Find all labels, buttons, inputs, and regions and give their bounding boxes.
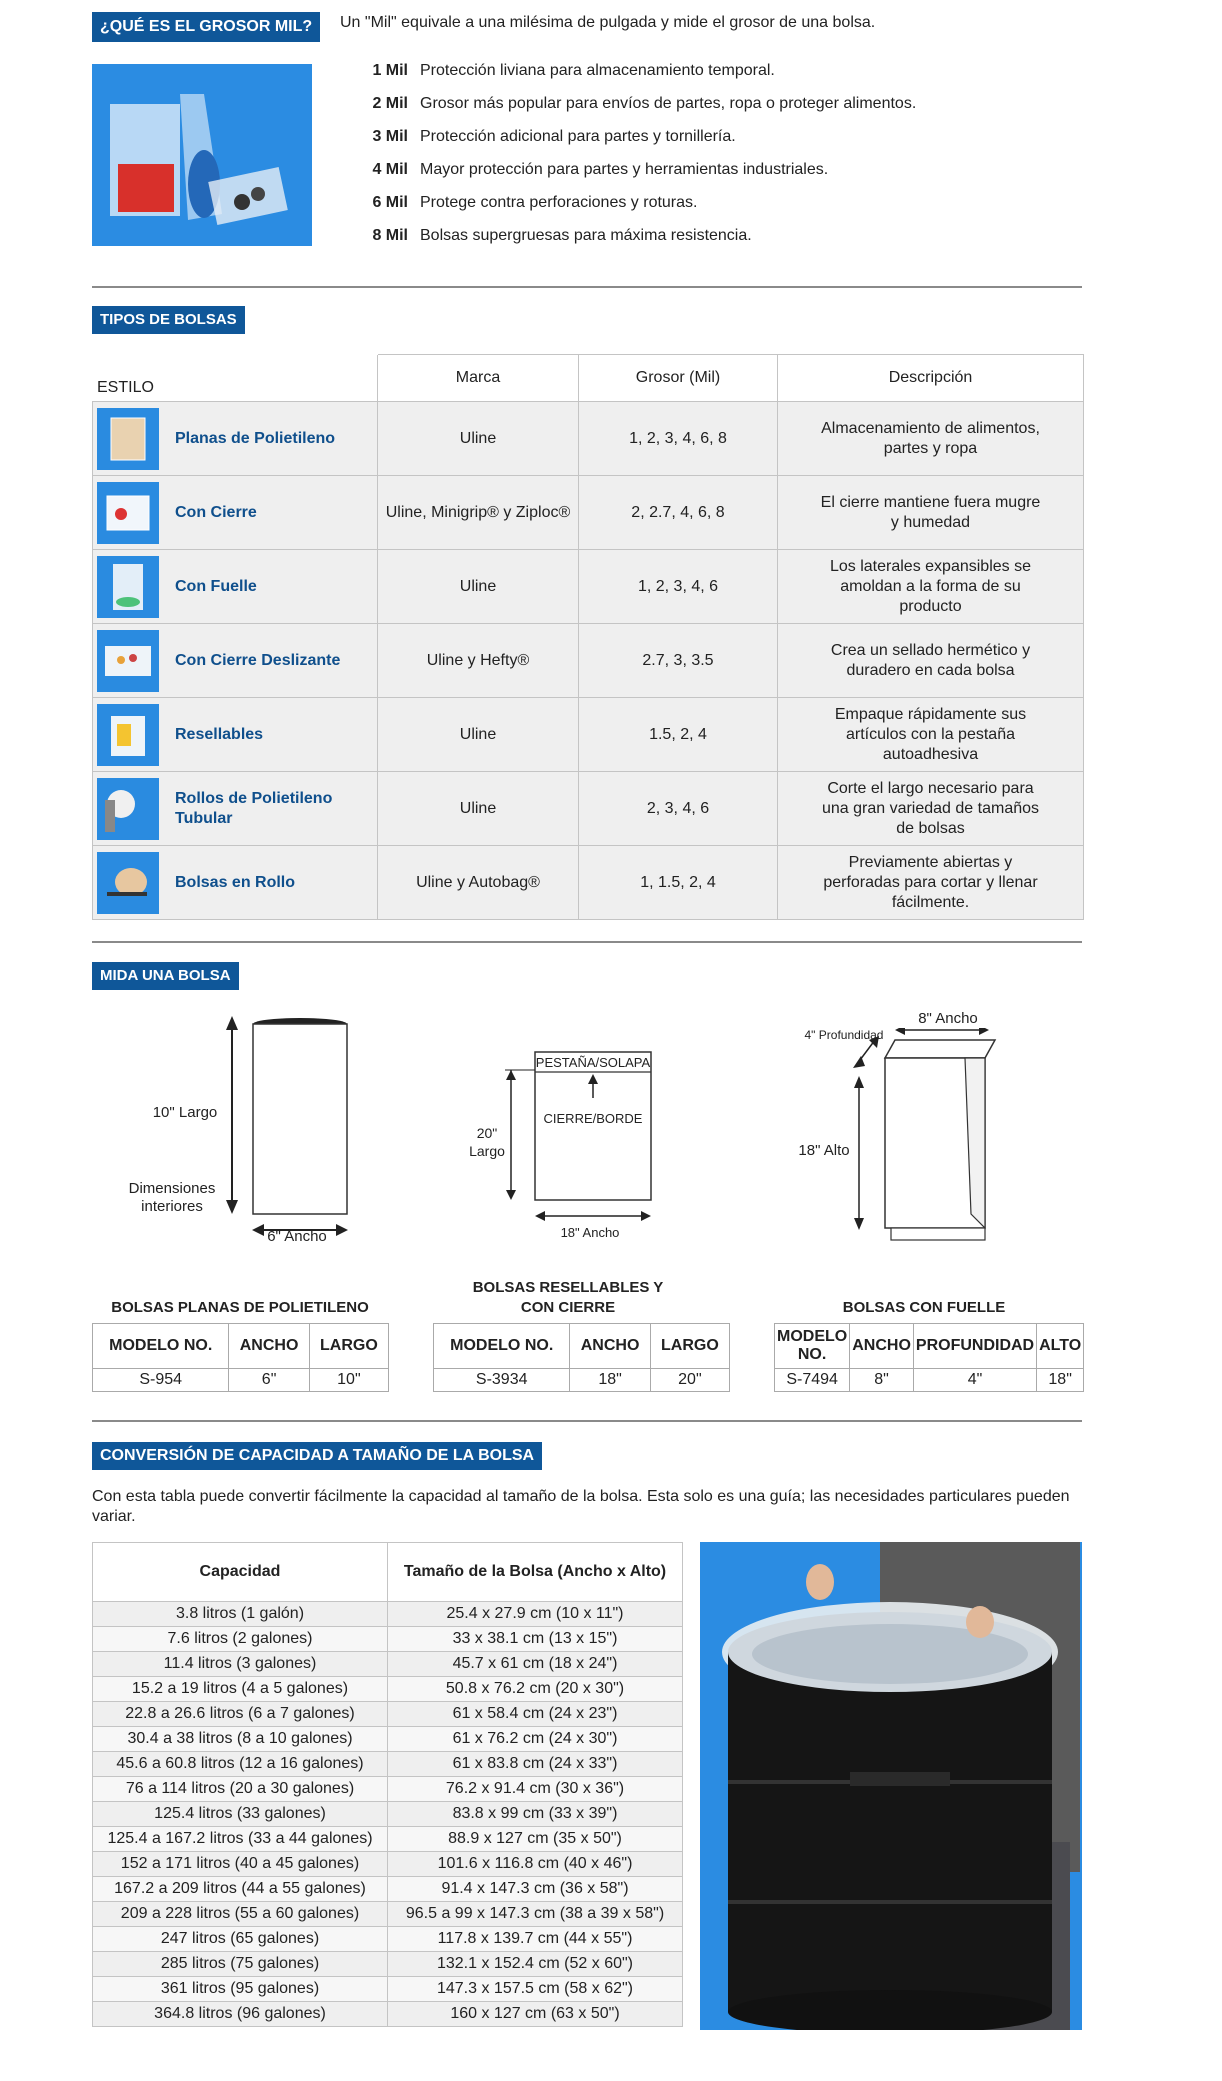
bag-type-row (93, 624, 1084, 698)
capacity-row (93, 1652, 683, 1677)
capacity-value: 76 a 114 litros (20 a 30 galones) (93, 1777, 388, 1802)
dims-cell: 10" (309, 1369, 388, 1392)
dims-header: PROFUNDIDAD (913, 1324, 1036, 1369)
gusset-title: BOLSAS CON FUELLE (842, 1299, 1006, 1316)
bag-type-description: Previamente abiertas y perforadas para cortar y llenar fácilmente. (778, 846, 1084, 920)
capacity-value: 167.2 a 209 litros (44 a 55 galones) (93, 1877, 388, 1902)
bag-size-value: 33 x 38.1 cm (13 x 15") (388, 1627, 683, 1652)
capacity-row (93, 1802, 683, 1827)
bag-size-value: 160 x 127 cm (63 x 50") (388, 2002, 683, 2027)
dims-cell: 6" (229, 1369, 309, 1392)
measure-section-header: MIDA UNA BOLSA (92, 962, 239, 990)
reseal-tab-label: PESTAÑA/SOLAPA (535, 1055, 651, 1070)
mil-row (340, 54, 775, 87)
mil-section-header: ¿QUÉ ES EL GROSOR MIL? (92, 12, 320, 42)
bag-type-description: Los laterales expansibles se amoldan a la forma de su producto (778, 550, 1084, 624)
capacity-value: 364.8 litros (96 galones) (93, 2002, 388, 2027)
bag-type-gauge: 2.7, 3, 3.5 (579, 624, 778, 698)
dims-header: LARGO (650, 1324, 729, 1369)
bag-type-brand: Uline (378, 550, 579, 624)
reseal-dims-table (433, 1323, 730, 1392)
capacity-value: 152 a 171 litros (40 a 45 galones) (93, 1852, 388, 1877)
bag-type-name: Resellables (175, 725, 264, 743)
mil-description: Bolsas supergruesas para máxima resistencia. (420, 227, 752, 244)
capacity-value: 15.2 a 19 litros (4 a 5 galones) (93, 1677, 388, 1702)
flat-bag-diagram (220, 1010, 370, 1242)
mil-value: 3 Mil (372, 128, 408, 145)
gusset-bag-diagram (835, 1028, 1005, 1254)
capacity-row (93, 1827, 683, 1852)
capacity-row (93, 1727, 683, 1752)
bag-thumbnail (97, 556, 159, 618)
capacity-row (93, 1877, 683, 1902)
bag-type-style (93, 624, 378, 698)
bag-type-gauge: 1, 2, 3, 4, 6, 8 (579, 402, 778, 476)
bag-type-row (93, 550, 1084, 624)
flat-title: BOLSAS PLANAS DE POLIETILENO (111, 1299, 369, 1316)
mil-value: 2 Mil (372, 95, 408, 112)
bag-type-brand: Uline (378, 772, 579, 846)
bag-type-name: Rollos de Polietileno Tubular (175, 789, 333, 827)
col-bag-size: Tamaño de la Bolsa (Ancho x Alto) (388, 1543, 683, 1602)
dims-cell: S-3934 (434, 1369, 570, 1392)
bag-size-value: 45.7 x 61 cm (18 x 24") (388, 1652, 683, 1677)
dims-header: MODELO NO. (93, 1324, 229, 1369)
gusset-height-label: 18" Alto (798, 1142, 850, 1159)
bag-type-description: El cierre mantiene fuera mugre y humedad (778, 476, 1084, 550)
capacity-value: 285 litros (75 galones) (93, 1952, 388, 1977)
reseal-closure-label: CIERRE/BORDE (543, 1111, 643, 1126)
capacity-value: 45.6 a 60.8 litros (12 a 16 galones) (93, 1752, 388, 1777)
bag-type-name: Bolsas en Rollo (175, 873, 296, 891)
capacity-value: 125.4 litros (33 galones) (93, 1802, 388, 1827)
dims-header: MODELO NO. (775, 1324, 850, 1369)
mil-value: 6 Mil (372, 194, 408, 211)
capacity-value: 7.6 litros (2 galones) (93, 1627, 388, 1652)
bag-type-description: Crea un sellado hermético y duradero en cada bolsa (778, 624, 1084, 698)
dims-cell: 4" (913, 1369, 1036, 1392)
divider-3 (92, 1420, 1082, 1422)
bag-type-row (93, 476, 1084, 550)
capacity-value: 361 litros (95 galones) (93, 1977, 388, 2002)
bag-type-row (93, 846, 1084, 920)
mil-intro: Un "Mil" equivale a una milésima de pulgada y mide el grosor de una bolsa. (340, 14, 876, 31)
dims-cell: 8" (850, 1369, 914, 1392)
capacity-value: 247 litros (65 galones) (93, 1927, 388, 1952)
capacity-section-header: CONVERSIÓN DE CAPACIDAD A TAMAÑO DE LA BOLSA (92, 1442, 542, 1470)
capacity-row (93, 2002, 683, 2027)
capacity-value: 22.8 a 26.6 litros (6 a 7 galones) (93, 1702, 388, 1727)
capacity-value: 3.8 litros (1 galón) (93, 1602, 388, 1627)
capacity-row (93, 1677, 683, 1702)
flat-width-label: 6" Ancho (267, 1228, 327, 1245)
bag-type-style (93, 476, 378, 550)
capacity-row (93, 1977, 683, 2002)
bag-size-value: 101.6 x 116.8 cm (40 x 46") (388, 1852, 683, 1877)
gusset-depth-label: 4" Profundidad (804, 1028, 884, 1042)
mil-description: Protege contra perforaciones y roturas. (420, 194, 698, 211)
dims-cell: S-954 (93, 1369, 229, 1392)
mil-description: Protección adicional para partes y tornillería. (420, 128, 736, 145)
mil-value: 1 Mil (372, 62, 408, 79)
reseal-width-label: 18" Ancho (560, 1225, 620, 1240)
col-desc: Descripción (778, 355, 1084, 402)
dims-header: ANCHO (570, 1324, 650, 1369)
bag-size-value: 91.4 x 147.3 cm (36 x 58") (388, 1877, 683, 1902)
dims-cell: 18" (570, 1369, 650, 1392)
bag-type-row (93, 402, 1084, 476)
bag-type-name: Planas de Polietileno (175, 429, 336, 447)
reseal-title: BOLSAS RESELLABLES Y CON CIERRE (472, 1279, 664, 1316)
bag-type-name: Con Fuelle (175, 577, 257, 595)
bag-type-style (93, 550, 378, 624)
capacity-value: 125.4 a 167.2 litros (33 a 44 galones) (93, 1827, 388, 1852)
bag-size-value: 132.1 x 152.4 cm (52 x 60") (388, 1952, 683, 1977)
bag-type-description: Empaque rápidamente sus artículos con la pestaña autoadhesiva (778, 698, 1084, 772)
bag-size-value: 147.3 x 157.5 cm (58 x 62") (388, 1977, 683, 2002)
bag-type-brand: Uline (378, 698, 579, 772)
mil-row (340, 219, 752, 252)
reseal-bag-diagram (495, 1048, 665, 1238)
bag-type-style (93, 772, 378, 846)
divider-1 (92, 286, 1082, 288)
bag-size-value: 25.4 x 27.9 cm (10 x 11") (388, 1602, 683, 1627)
bag-size-value: 117.8 x 139.7 cm (44 x 55") (388, 1927, 683, 1952)
bag-type-gauge: 1, 2, 3, 4, 6 (579, 550, 778, 624)
bag-type-gauge: 2, 2.7, 4, 6, 8 (579, 476, 778, 550)
dims-cell: S-7494 (775, 1369, 850, 1392)
bag-type-name: Con Cierre (175, 503, 257, 521)
bag-size-value: 76.2 x 91.4 cm (30 x 36") (388, 1777, 683, 1802)
bag-size-value: 50.8 x 76.2 cm (20 x 30") (388, 1677, 683, 1702)
drum-photo (700, 1542, 1082, 2030)
capacity-value: 30.4 a 38 litros (8 a 10 galones) (93, 1727, 388, 1752)
mil-description: Mayor protección para partes y herramientas industriales. (420, 161, 829, 178)
bag-size-value: 61 x 58.4 cm (24 x 23") (388, 1702, 683, 1727)
capacity-value: 11.4 litros (3 galones) (93, 1652, 388, 1677)
bag-type-style (93, 698, 378, 772)
dims-cell: 18" (1037, 1369, 1084, 1392)
mil-row (340, 153, 828, 186)
bag-type-brand: Uline y Hefty® (378, 624, 579, 698)
bag-types-table (92, 354, 1084, 920)
bag-type-description: Corte el largo necesario para una gran variedad de tamaños de bolsas (778, 772, 1084, 846)
col-capacity: Capacidad (93, 1543, 388, 1602)
bag-type-description: Almacenamiento de alimentos, partes y ropa (778, 402, 1084, 476)
bag-type-brand: Uline (378, 402, 579, 476)
capacity-row (93, 1927, 683, 1952)
mil-description: Grosor más popular para envíos de partes, ropa o proteger alimentos. (420, 95, 917, 112)
mil-row (340, 87, 916, 120)
dims-header: LARGO (309, 1324, 388, 1369)
dims-header: MODELO NO. (434, 1324, 570, 1369)
dims-header: ALTO (1037, 1324, 1084, 1369)
capacity-row (93, 1952, 683, 1977)
mil-row (340, 120, 736, 153)
divider-2 (92, 941, 1082, 943)
bag-thumbnail (97, 482, 159, 544)
flat-inner-label: Dimensiones interiores (128, 1180, 216, 1215)
capacity-row (93, 1702, 683, 1727)
bag-type-name: Con Cierre Deslizante (175, 651, 341, 669)
bag-type-style (93, 846, 378, 920)
capacity-row (93, 1627, 683, 1652)
bag-type-gauge: 2, 3, 4, 6 (579, 772, 778, 846)
bag-type-row (93, 698, 1084, 772)
capacity-value: 209 a 228 litros (55 a 60 galones) (93, 1902, 388, 1927)
bag-type-brand: Uline y Autobag® (378, 846, 579, 920)
capacity-row (93, 1902, 683, 1927)
mil-value: 8 Mil (372, 227, 408, 244)
bag-thumbnail (97, 408, 159, 470)
bag-type-gauge: 1.5, 2, 4 (579, 698, 778, 772)
bag-size-value: 61 x 76.2 cm (24 x 30") (388, 1727, 683, 1752)
bag-thumbnail (97, 852, 159, 914)
mil-value: 4 Mil (372, 161, 408, 178)
types-section-header: TIPOS DE BOLSAS (92, 306, 245, 334)
capacity-row (93, 1777, 683, 1802)
bag-type-row (93, 772, 1084, 846)
dims-cell: 20" (650, 1369, 729, 1392)
capacity-intro: Con esta tabla puede convertir fácilmente la capacidad al tamaño de la bolsa. Esta solo es una guía; las necesidades particulares pueden variar. (92, 1488, 1070, 1525)
bag-size-value: 61 x 83.8 cm (24 x 33") (388, 1752, 683, 1777)
bag-thumbnail (97, 704, 159, 766)
dims-header: ANCHO (850, 1324, 914, 1369)
bag-type-gauge: 1, 1.5, 2, 4 (579, 846, 778, 920)
flat-dims-table (92, 1323, 389, 1392)
capacity-row (93, 1602, 683, 1627)
capacity-row (93, 1752, 683, 1777)
bag-size-value: 83.8 x 99 cm (33 x 39") (388, 1802, 683, 1827)
col-brand: Marca (378, 355, 579, 402)
col-style: ESTILO (93, 355, 378, 402)
mil-description: Protección liviana para almacenamiento temporal. (420, 62, 775, 79)
dims-header: ANCHO (229, 1324, 309, 1369)
bag-type-brand: Uline, Minigrip® y Ziploc® (378, 476, 579, 550)
gusset-width-label: 8" Ancho (918, 1010, 978, 1027)
mil-photo (92, 64, 312, 246)
capacity-table (92, 1542, 683, 2027)
capacity-row (93, 1852, 683, 1877)
col-gauge: Grosor (Mil) (579, 355, 778, 402)
flat-length-label: 10" Largo (152, 1104, 218, 1121)
bag-size-value: 88.9 x 127 cm (35 x 50") (388, 1827, 683, 1852)
bag-type-style (93, 402, 378, 476)
reseal-length-label: 20" Largo (469, 1125, 505, 1159)
gusset-dims-table (774, 1323, 1084, 1392)
bag-size-value: 96.5 a 99 x 147.3 cm (38 a 39 x 58") (388, 1902, 683, 1927)
bag-thumbnail (97, 630, 159, 692)
mil-row (340, 186, 697, 219)
bag-thumbnail (97, 778, 159, 840)
